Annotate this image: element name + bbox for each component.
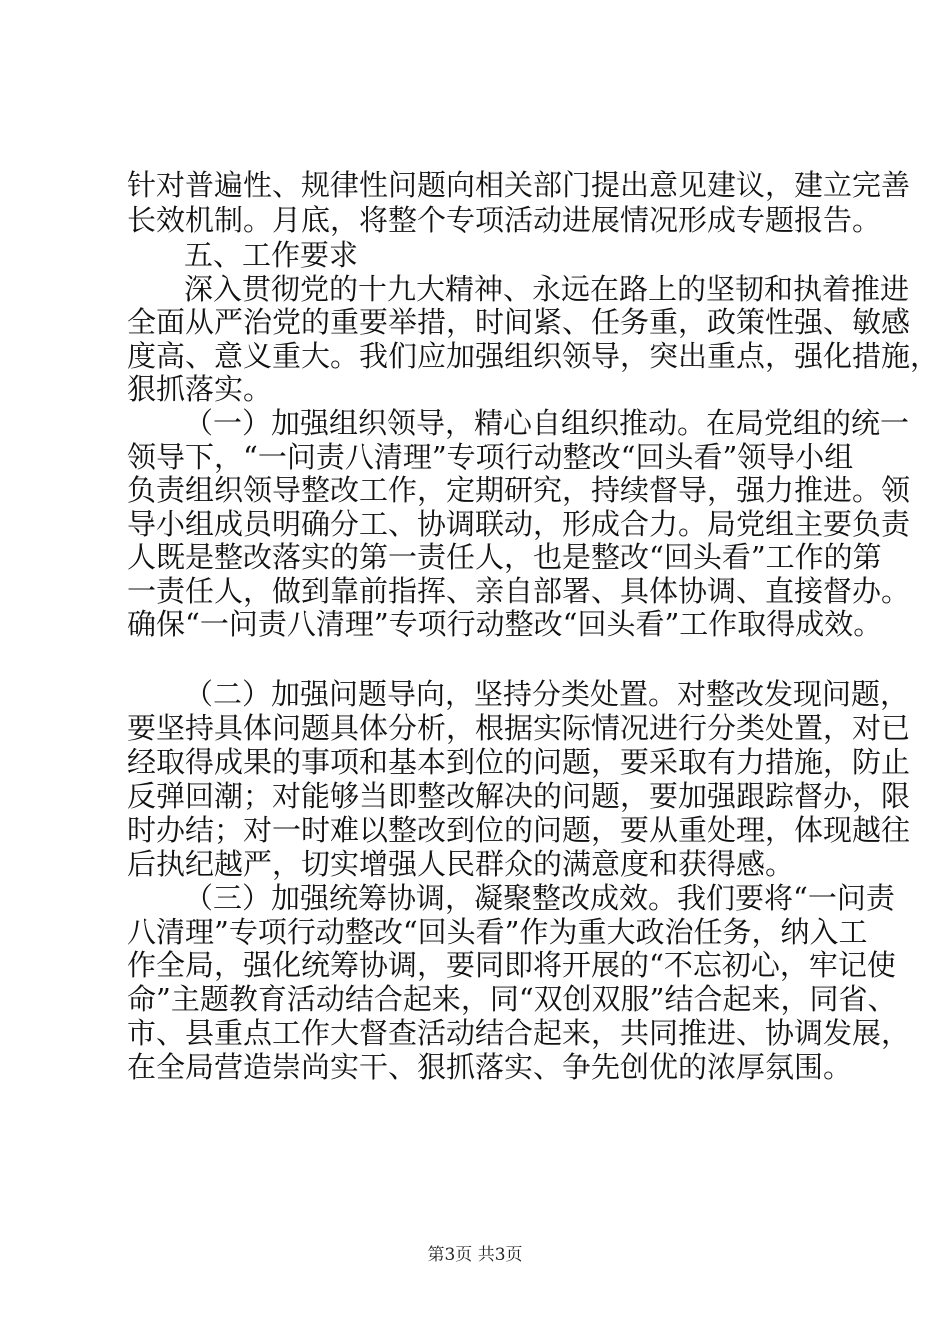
subsection-line: （三）加强统筹协调，凝聚整改成效。我们要将“一问责 [184, 881, 895, 915]
body-line: 确保“一问责八清理”专项行动整改“回头看”工作取得成效。 [127, 607, 883, 641]
body-line: 市、县重点工作大督查活动结合起来，共同推进、协调发展， [127, 1016, 911, 1050]
body-line: 时办结；对一时难以整改到位的问题，要从重处理，体现越往 [127, 813, 911, 847]
subsection-line: （二）加强问题导向，坚持分类处置。对整改发现问题， [184, 677, 910, 711]
body-line: 后执纪越严，切实增强人民群众的满意度和获得感。 [127, 847, 795, 881]
body-line: 人既是整改落实的第一责任人，也是整改“回头看”工作的第 [127, 540, 882, 574]
body-line: 命”主题教育活动结合起来，同“双创双服”结合起来，同省、 [127, 982, 897, 1016]
section-heading: 五、工作要求 [184, 238, 359, 272]
body-line: 狠抓落实。 [127, 372, 273, 406]
body-line: 八清理”专项行动整改“回头看”作为重大政治任务，纳入工 [127, 915, 868, 949]
body-line: 深入贯彻党的十九大精神、永远在路上的坚韧和执着推进 [184, 272, 910, 306]
subsection-line: （一）加强组织领导，精心自组织推动。在局党组的统一 [184, 406, 910, 440]
body-line: 反弹回潮；对能够当即整改解决的问题，要加强跟踪督办，限 [127, 779, 911, 813]
body-line: 要坚持具体问题具体分析，根据实际情况进行分类处置，对已 [127, 711, 911, 745]
body-line: 经取得成果的事项和基本到位的问题，要采取有力措施，防止 [127, 745, 911, 779]
body-line: 在全局营造崇尚实干、狠抓落实、争先创优的浓厚氛围。 [127, 1050, 853, 1084]
body-line: 导小组成员明确分工、协调联动，形成合力。局党组主要负责 [127, 507, 911, 541]
body-line: 负责组织领导整改工作，定期研究，持续督导，强力推进。领 [127, 473, 911, 507]
body-line: 长效机制。月底，将整个专项活动进展情况形成专题报告。 [127, 203, 882, 237]
body-line: 作全局，强化统筹协调，要同即将开展的“不忘初心，牢记使 [127, 948, 896, 982]
page-number-footer: 第3页 共3页 [427, 1245, 523, 1265]
body-line: 针对普遍性、规律性问题向相关部门提出意见建议，建立完善 [127, 168, 911, 202]
body-line: 度高、意义重大。我们应加强组织领导，突出重点，强化措施， [127, 339, 940, 373]
body-line: 一责任人，做到靠前指挥、亲自部署、具体协调、直接督办。 [127, 574, 911, 608]
body-line: 全面从严治党的重要举措，时间紧、任务重，政策性强、敏感 [127, 305, 911, 339]
body-line: 领导下，“一问责八清理”专项行动整改“回头看”领导小组 [127, 440, 854, 474]
